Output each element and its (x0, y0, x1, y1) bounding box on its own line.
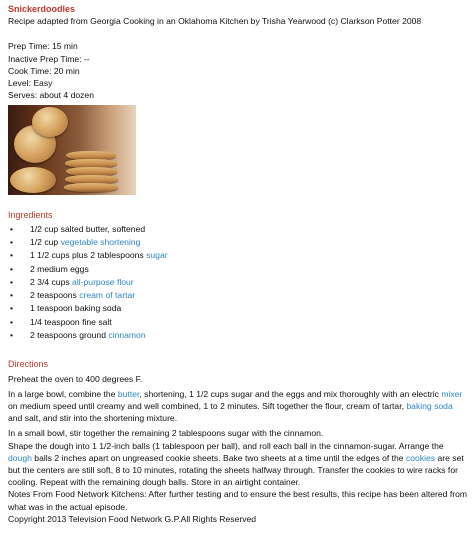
cookies-link[interactable]: cookies (405, 452, 436, 463)
level: Level: Easy (8, 78, 53, 89)
ingredients-list (8, 223, 468, 343)
bullet-icon: • (10, 263, 14, 274)
ingredient-link[interactable]: all-purpose flour (72, 276, 134, 287)
ingredient-text: 2 3/4 cups (30, 276, 73, 287)
direction-step-1: Preheat the oven to 400 degrees F. (8, 373, 143, 384)
recipe-notes: Notes From Food Network Kitchens: After further testing and to ensure the best results, this recipe has been altered from what was in the actual episode. (8, 489, 468, 512)
ingredient-link[interactable]: cream of tartar (79, 290, 136, 301)
ingredient-item (8, 329, 468, 342)
recipe-title: Snickerdoodles (8, 4, 76, 14)
mixer-link[interactable]: mixer (441, 388, 463, 399)
cookie-stack (64, 183, 118, 192)
ingredient-link[interactable]: vegetable shortening (60, 236, 141, 247)
ingredient-item (8, 289, 468, 302)
bullet-icon: • (10, 303, 14, 314)
ingredient-text: 1/2 cup salted butter, softened (30, 223, 146, 234)
ingredient-text: 1 teaspoon baking soda (30, 303, 122, 314)
ingredient-item (8, 316, 468, 329)
ingredient-text: 2 teaspoons ground (30, 330, 109, 340)
ingredient-link[interactable]: sugar (146, 250, 168, 261)
ingredient-item (8, 302, 468, 315)
bullet-icon: • (10, 316, 14, 327)
recipe-page (8, 3, 468, 525)
ingredient-text: 1 1/2 cups plus 2 tablespoons (30, 250, 147, 261)
bullet-icon: • (10, 236, 14, 247)
bullet-icon: • (10, 276, 14, 287)
butter-link[interactable]: butter (117, 388, 140, 399)
inactive-prep-time: Inactive Prep Time: -- (8, 53, 90, 64)
ingredient-link[interactable]: cinnamon (108, 330, 146, 340)
direction-step-4: Shape the dough into 1 1/2-inch balls (1 tablespoon per ball), and roll each ball in the cinnamon-sugar. Arrange the dough balls 2 inches apart on ungreased cookie sheets. Bake two sheets at a time until the edges of the cookies are set but the centers are still soft, 8 to 10 minutes, rotating the sheets halfway through. Transfer the cookies to wire racks for cooling. Repeat with the remaining dough balls. Store in an airtight container. (8, 440, 464, 488)
directions-body (8, 373, 468, 525)
ingredient-text: 1/4 teaspoon fine salt (30, 316, 112, 327)
cook-time: Cook Time: 20 min (8, 65, 80, 76)
recipe-meta (8, 40, 468, 101)
ingredient-item (8, 223, 468, 236)
direction-step-3: In a small bowl, stir together the remaining 2 tablespoons sugar with the cinnamon. (8, 428, 324, 439)
ingredient-text: 2 teaspoons (30, 290, 80, 301)
copyright: Copyright 2013 Television Food Network G.P.All Rights Reserved (8, 513, 257, 524)
ingredients-heading: Ingredients (8, 210, 53, 221)
ingredient-item (8, 276, 468, 289)
serves: Serves: about 4 dozen (8, 90, 94, 101)
cookie-back-left (32, 107, 68, 137)
ingredient-item (8, 249, 468, 262)
bullet-icon: • (10, 290, 14, 301)
cookie-bottom-left (10, 167, 56, 193)
prep-time: Prep Time: 15 min (8, 41, 78, 52)
snickerdoodles-photo (8, 105, 136, 195)
dough-link[interactable]: dough (8, 452, 32, 463)
directions-heading: Directions (8, 359, 49, 370)
ingredient-item (8, 236, 468, 249)
ingredient-item (8, 263, 468, 276)
direction-step-2: In a large bowl, combine the butter, shortening, 1 1/2 cups sugar and the eggs and mix thoroughly with an electric mixer on medium speed until creamy and well combined, 1 to 2 minutes. Sift together the flour, cream of tartar, baking soda and salt, and stir into the shortening mixture. (8, 388, 463, 424)
ingredient-text: 2 medium eggs (30, 263, 89, 274)
baking-soda-link[interactable]: baking soda (406, 400, 453, 411)
ingredient-text: 1/2 cup (30, 236, 61, 247)
bullet-icon: • (10, 223, 14, 234)
recipe-source: Recipe adapted from Georgia Cooking in an Oklahoma Kitchen by Trisha Yearwood (c) Clarkson Potter 2008 (8, 16, 422, 27)
bullet-icon: • (10, 250, 14, 261)
bullet-icon: • (10, 330, 14, 340)
